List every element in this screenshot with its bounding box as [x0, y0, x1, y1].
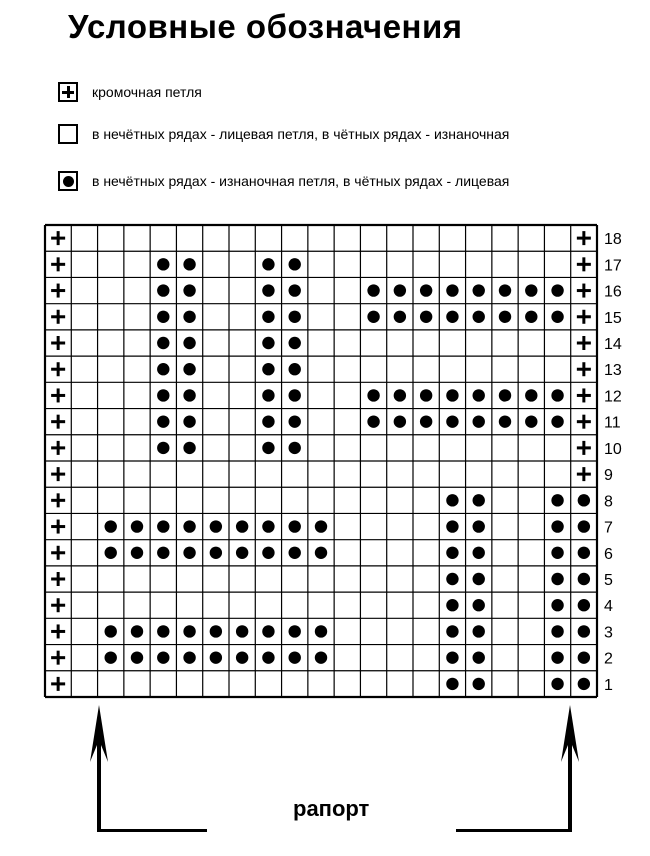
stitch-dot: [157, 442, 169, 454]
stitch-dot: [578, 494, 590, 506]
row-number: 5: [604, 572, 613, 589]
stitch-dot: [446, 494, 458, 506]
stitch-dot: [446, 284, 458, 296]
stitch-dot: [183, 415, 195, 427]
stitch-dot: [446, 415, 458, 427]
row-number: 13: [604, 362, 622, 380]
stitch-dot: [236, 520, 248, 532]
stitch-dot: [473, 311, 485, 323]
stitch-dot: [236, 625, 248, 637]
stitch-dot: [446, 547, 458, 559]
stitch-dot: [394, 389, 406, 401]
stitch-dot: [525, 311, 537, 323]
stitch-dot: [578, 678, 590, 690]
edge-stitch-plus-icon: [51, 237, 65, 240]
stitch-dot: [499, 415, 511, 427]
edge-stitch-plus-icon: [51, 342, 65, 345]
stitch-dot: [578, 625, 590, 637]
stitch-dot: [157, 651, 169, 663]
row-number: 3: [604, 624, 613, 642]
stitch-dot: [578, 599, 590, 611]
stitch-dot: [131, 625, 143, 637]
stitch-dot: [131, 520, 143, 532]
stitch-dot: [473, 389, 485, 401]
edge-stitch-plus-icon: [51, 551, 65, 554]
repeat-bracket-right: [456, 829, 572, 832]
stitch-dot: [262, 363, 274, 375]
stitch-dot: [157, 625, 169, 637]
stitch-dot: [473, 520, 485, 532]
row-number: 11: [604, 414, 621, 432]
stitch-dot: [131, 651, 143, 663]
row-number: 12: [604, 388, 622, 406]
stitch-dot: [473, 415, 485, 427]
stitch-dot: [525, 284, 537, 296]
edge-stitch-plus-icon: [51, 263, 65, 266]
stitch-dot: [551, 573, 563, 585]
stitch-dot: [262, 284, 274, 296]
stitch-dot: [551, 311, 563, 323]
stitch-dot: [367, 389, 379, 401]
stitch-dot: [420, 284, 432, 296]
stitch-dot: [446, 573, 458, 585]
legend-label-edge-stitch: кромочная петля: [92, 84, 202, 100]
stitch-dot: [183, 651, 195, 663]
stitch-dot: [420, 311, 432, 323]
edge-stitch-plus-icon: [51, 499, 65, 502]
row-number: 10: [604, 440, 622, 458]
edge-stitch-plus-icon: [51, 656, 65, 659]
stitch-dot: [262, 625, 274, 637]
stitch-dot: [473, 651, 485, 663]
row-number: 14: [604, 336, 622, 353]
stitch-dot: [105, 547, 117, 559]
stitch-dot: [105, 625, 117, 637]
edge-stitch-plus-icon: [51, 604, 65, 607]
stitch-dot: [183, 337, 195, 349]
stitch-dot: [446, 678, 458, 690]
stitch-dot: [394, 284, 406, 296]
row-number: 18: [604, 231, 622, 249]
stitch-dot: [236, 547, 248, 559]
stitch-dot: [157, 547, 169, 559]
stitch-dot: [578, 651, 590, 663]
repeat-label: рапорт: [293, 796, 370, 821]
legend-label-empty-cell: в нечётных рядах - лицевая петля, в чётных рядах - изнаночная: [92, 126, 510, 142]
stitch-dot: [473, 284, 485, 296]
stitch-dot: [157, 363, 169, 375]
edge-stitch-plus-icon: [577, 237, 591, 240]
stitch-dot: [183, 311, 195, 323]
edge-stitch-plus-icon: [51, 682, 65, 685]
stitch-dot: [183, 389, 195, 401]
stitch-dot: [289, 258, 301, 270]
stitch-dot: [262, 311, 274, 323]
stitch-dot: [315, 651, 327, 663]
stitch-dot: [157, 311, 169, 323]
stitch-dot: [289, 520, 301, 532]
stitch-dot: [262, 337, 274, 349]
stitch-dot: [262, 415, 274, 427]
edge-stitch-plus-icon: [577, 394, 591, 397]
edge-stitch-plus-icon: [51, 394, 65, 397]
edge-stitch-plus-icon: [577, 289, 591, 292]
stitch-dot: [367, 284, 379, 296]
stitch-dot: [131, 547, 143, 559]
stitch-dot: [394, 311, 406, 323]
edge-stitch-plus-icon: [51, 525, 65, 528]
stitch-dot: [210, 547, 222, 559]
stitch-dot: [289, 442, 301, 454]
stitch-dot: [394, 415, 406, 427]
stitch-dot: [289, 547, 301, 559]
stitch-dot: [183, 520, 195, 532]
stitch-dot: [473, 573, 485, 585]
stitch-dot: [210, 520, 222, 532]
stitch-dot: [446, 520, 458, 532]
stitch-dot: [551, 625, 563, 637]
edge-stitch-plus-icon: [51, 420, 65, 423]
row-number: 1: [604, 676, 613, 694]
stitch-dot: [210, 651, 222, 663]
stitch-dot: [420, 415, 432, 427]
stitch-dot: [262, 442, 274, 454]
stitch-dot: [367, 311, 379, 323]
stitch-dot: [551, 284, 563, 296]
stitch-dot: [157, 520, 169, 532]
stitch-dot: [183, 625, 195, 637]
edge-stitch-plus-icon: [577, 315, 591, 318]
stitch-dot: [551, 651, 563, 663]
row-number: 4: [604, 598, 613, 616]
stitch-dot: [551, 547, 563, 559]
stitch-dot: [289, 363, 301, 375]
stitch-dot: [551, 494, 563, 506]
row-number: 7: [604, 519, 613, 537]
row-number: 8: [604, 493, 613, 511]
edge-stitch-plus-icon: [577, 263, 591, 266]
stitch-dot: [315, 547, 327, 559]
stitch-dot: [105, 520, 117, 532]
stitch-dot: [183, 363, 195, 375]
stitch-dot: [289, 311, 301, 323]
stitch-dot: [446, 389, 458, 401]
edge-stitch-plus-icon: [577, 420, 591, 423]
edge-stitch-plus-icon: [577, 342, 591, 345]
repeat-start-arrow-icon: [90, 705, 108, 832]
stitch-dot: [183, 547, 195, 559]
stitch-dot: [105, 651, 117, 663]
stitch-dot: [525, 415, 537, 427]
stitch-dot: [578, 573, 590, 585]
stitch-dot: [499, 284, 511, 296]
edge-stitch-plus-icon: [51, 315, 65, 318]
row-number: 2: [604, 650, 613, 668]
edge-stitch-plus-icon: [577, 368, 591, 371]
stitch-dot: [262, 258, 274, 270]
repeat-end-arrow-icon: [561, 705, 579, 832]
stitch-dot: [157, 284, 169, 296]
edge-stitch-plus-icon: [51, 289, 65, 292]
stitch-dot: [289, 625, 301, 637]
stitch-dot: [473, 547, 485, 559]
stitch-dot: [289, 284, 301, 296]
row-number: 15: [604, 309, 622, 327]
repeat-bracket-left: [99, 829, 207, 832]
stitch-dot: [551, 389, 563, 401]
stitch-dot: [289, 337, 301, 349]
edge-stitch-plus-icon: [51, 578, 65, 581]
stitch-dot: [183, 258, 195, 270]
stitch-dot: [446, 311, 458, 323]
stitch-dot: [210, 625, 222, 637]
legend-title: Условные обозначения: [68, 8, 463, 45]
stitch-dot: [446, 625, 458, 637]
stitch-dot: [551, 415, 563, 427]
stitch-dot: [473, 678, 485, 690]
stitch-dot: [262, 520, 274, 532]
edge-stitch-plus-icon: [51, 473, 65, 476]
stitch-dot: [157, 258, 169, 270]
stitch-dot: [473, 599, 485, 611]
row-number: 16: [604, 283, 622, 301]
stitch-dot: [525, 389, 537, 401]
row-number: 6: [604, 545, 613, 563]
stitch-dot: [236, 651, 248, 663]
stitch-dot: [578, 547, 590, 559]
stitch-dot: [551, 678, 563, 690]
stitch-dot: [315, 625, 327, 637]
stitch-dot: [499, 311, 511, 323]
stitch-dot: [446, 651, 458, 663]
edge-stitch-plus-icon: [577, 473, 591, 476]
stitch-dot: [157, 415, 169, 427]
stitch-dot: [157, 389, 169, 401]
row-number: 9: [604, 467, 613, 485]
edge-stitch-plus-icon: [51, 368, 65, 371]
edge-stitch-plus-icon: [51, 446, 65, 449]
edge-stitch-plus-icon: [51, 630, 65, 633]
stitch-dot: [473, 494, 485, 506]
stitch-dot: [289, 415, 301, 427]
row-number: 17: [604, 257, 622, 275]
stitch-dot: [183, 442, 195, 454]
legend-label-dot-cell: в нечётных рядах - изнаночная петля, в чётных рядах - лицевая: [92, 173, 510, 189]
stitch-dot: [551, 599, 563, 611]
stitch-dot: [499, 389, 511, 401]
stitch-dot: [262, 651, 274, 663]
stitch-dot: [262, 547, 274, 559]
stitch-dot: [315, 520, 327, 532]
stitch-dot: [473, 625, 485, 637]
stitch-dot: [262, 389, 274, 401]
stitch-dot: [183, 284, 195, 296]
stitch-dot: [157, 337, 169, 349]
stitch-dot: [289, 651, 301, 663]
edge-stitch-plus-icon: [577, 446, 591, 449]
stitch-dot: [420, 389, 432, 401]
stitch-dot: [289, 389, 301, 401]
stitch-dot: [551, 520, 563, 532]
stitch-dot: [446, 599, 458, 611]
stitch-dot: [578, 520, 590, 532]
stitch-dot: [367, 415, 379, 427]
